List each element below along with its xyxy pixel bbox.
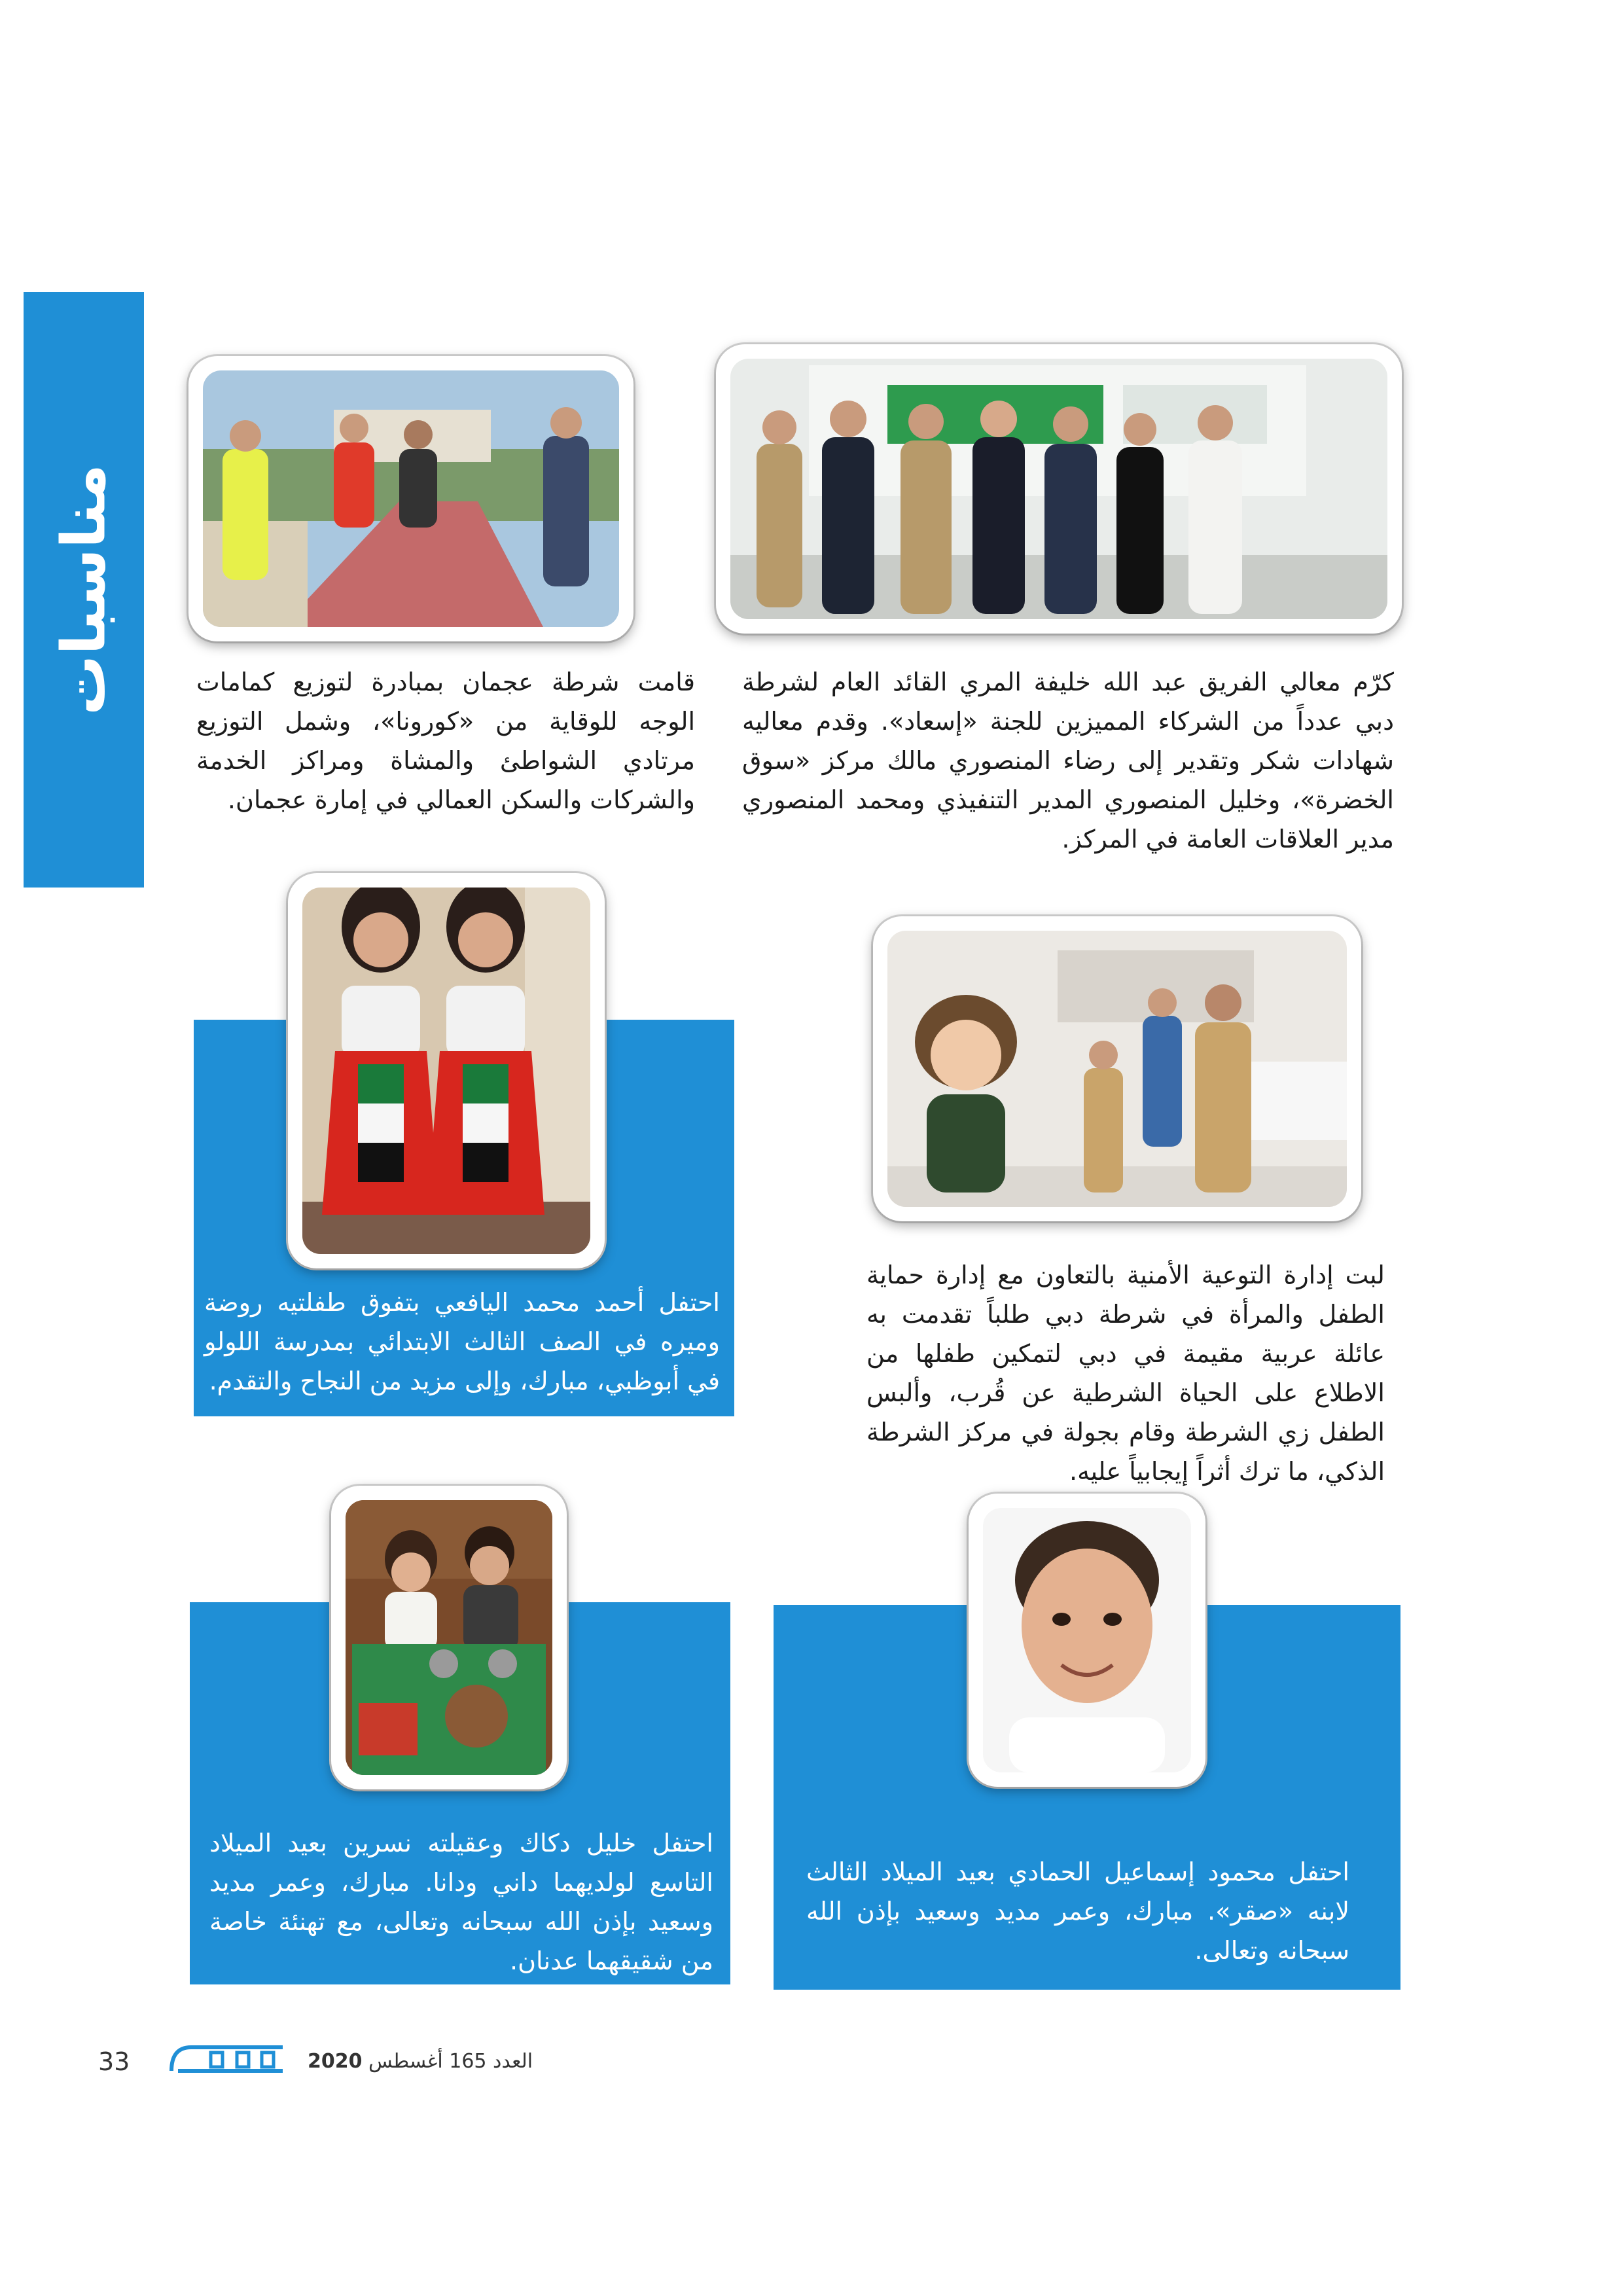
page-number: 33 — [98, 2047, 130, 2076]
photo-two-girls — [288, 873, 605, 1268]
caption-police-award: كرّم معالي الفريق عبد الله خليفة المري القائد العام لشرطة دبي عدداً من الشركاء المميزين للجنة «إسعاد». وقدم معاليه شهادات شكر وتقدير إلى رضاء المنصوري مالك مركز «سوق الخضرة»، وخليل المنصوري المدير التنفيذي ومحمد المنصوري مدير العلاقات العامة في المركز. — [742, 668, 1394, 853]
issue-prefix: العدد 165 أغسطس — [368, 2050, 533, 2073]
photo-image — [302, 888, 590, 1254]
photo-child-police-tour — [873, 916, 1361, 1221]
magazine-logo-icon — [165, 2039, 289, 2079]
issue-year: 2020 — [308, 2050, 363, 2073]
caption-dakkak-birthday: احتفل خليل دكاك وعقيلته نسرين بعيد الميلاد التاسع لولديهما داني ودانا. مبارك، وعمر مديد وسعيد بإذن الله سبحانه وتعالى، مع تهنئة خاصة من شقيقهما عدنان. — [209, 1829, 713, 1975]
caption-hammadi-birthday: احتفل محمود إسماعيل الحمادي بعيد الميلاد الثالث لابنه «صقر». مبارك، وعمر مديد وسعيد بإذن الله سبحانه وتعالى. — [806, 1857, 1349, 1965]
photo-boy-portrait — [969, 1494, 1205, 1787]
caption-child-police-tour: لبت إدارة التوعية الأمنية بالتعاون مع إدارة حماية الطفل والمرأة في شرطة دبي طلباً تقدمت به عائلة عربية مقيمة في دبي لتمكين طفلها من الاطلاع على الحياة الشرطية عن قُرب، وألبس الطفل زي الشرطة وقام بجولة في مركز الشرطة الذكي، ما ترك أثراً إيجابياً عليه. — [866, 1261, 1385, 1486]
photo-image — [887, 931, 1347, 1207]
photo-police-award-ceremony — [716, 344, 1402, 634]
photo-children-birthday — [331, 1486, 567, 1789]
photo-image — [730, 359, 1387, 619]
photo-image — [203, 370, 619, 627]
photo-ajman-police-masks — [188, 356, 633, 641]
section-tab — [24, 292, 144, 888]
caption-yafei-daughters: احتفل أحمد محمد اليافعي بتفوق طفلتيه روضة وميره في الصف الثالث الابتدائي بمدرسة اللولو في أبوظبي، مبارك، وإلى مزيد من النجاح والتقدم. — [204, 1288, 720, 1395]
section-tab-label: مناسبات — [48, 463, 119, 716]
caption-ajman-masks: قامت شرطة عجمان بمبادرة لتوزيع كمامات الوجه للوقاية من «كورونا»، وشمل التوزيع مرتادي الشواطئ والمشاة ومراكز الخدمة والشركات والسكن العمالي في إمارة عجمان. — [196, 668, 695, 814]
photo-image — [346, 1500, 552, 1775]
issue-info — [308, 2050, 533, 2073]
photo-image — [983, 1508, 1191, 1772]
